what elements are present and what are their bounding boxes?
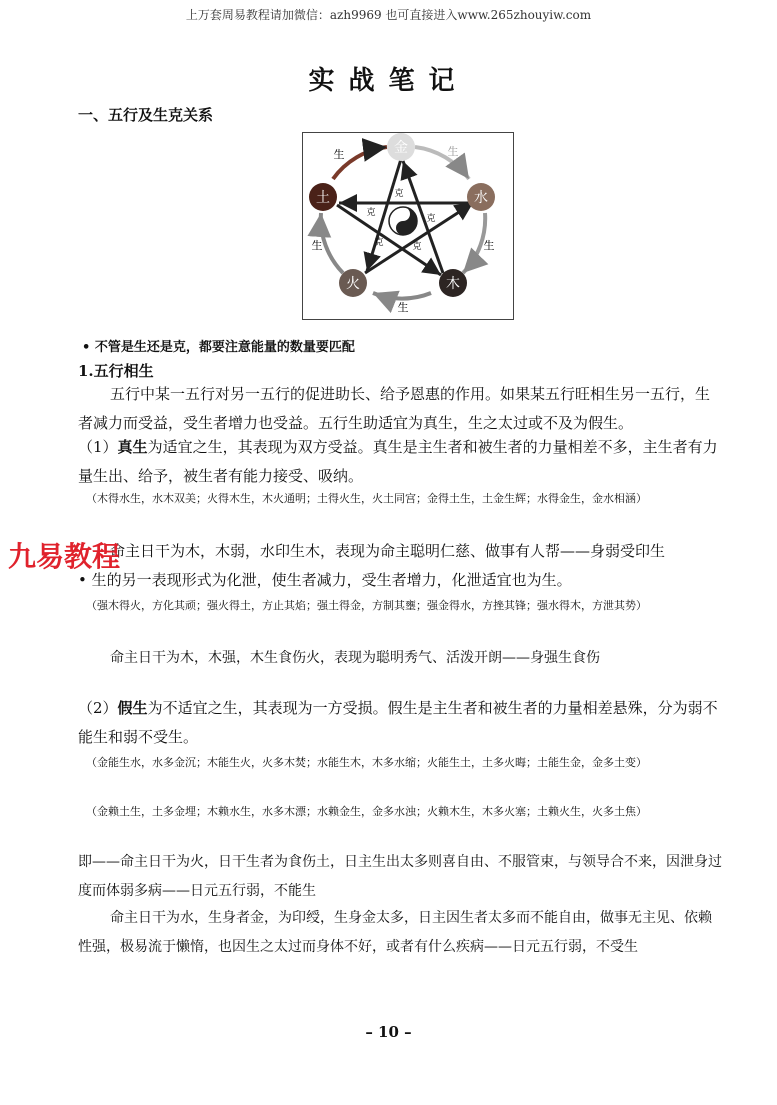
ke-arrow (337, 205, 441, 275)
sheng-arrow (373, 293, 431, 299)
yin-yang-icon (389, 207, 417, 235)
note-paragraph: （木得水生，水木双美；火得木生，木火通明；土得火生，火土同宫；金得土生，土金生辉；水得金生，金水相涵） (86, 492, 647, 505)
ke-label: 克 (366, 208, 376, 218)
element-label: 木 (446, 276, 460, 292)
sheng-arrow (321, 213, 343, 273)
sheng-label: 生 (483, 239, 495, 252)
sheng-arrow (463, 213, 485, 273)
element-node-earth (309, 183, 337, 211)
term-false-sheng: 假生 (117, 699, 148, 717)
element-label: 土 (316, 190, 330, 206)
note-paragraph: （金能生水，水多金沉；木能生火，火多木焚；水能生木，木多水缩；火能生土，土多火晦；土能生金，金多土变） (86, 756, 647, 769)
paragraph (78, 694, 723, 752)
paragraph: 五行中某一五行对另一五行的促进助长、给予恩惠的作用。如果某五行旺相生另一五行，生者减力而受益，受生者增力也受益。五行生助适宜为真生，生之太过或不及为假生。 (78, 385, 711, 432)
element-label: 金 (394, 140, 408, 156)
ke-label: 克 (426, 214, 436, 224)
ke-label: 克 (374, 238, 384, 248)
page-number: – 10 – (365, 1023, 412, 1041)
page-header: 上万套周易教程请加微信：azh9969 也可直接进入www.265zhouyiw.com (185, 8, 592, 22)
sheng-label: 生 (447, 145, 459, 158)
page-title: 实战笔记 (308, 66, 469, 96)
element-node-metal (387, 133, 415, 161)
ke-label: 克 (412, 242, 422, 252)
element-label: 火 (346, 276, 360, 292)
element-label: 水 (474, 190, 488, 206)
paragraph: 即——命主日干为火，日干生者为食伤土，日主生出太多则喜自由、不服管束，与领导合不来，因泄身过度而体弱多病——日元五行弱，不能生 (78, 854, 722, 899)
paragraph: 命主日干为水，生身者金，为印绶，生身金太多，日主因生者太多而不能自由，做事无主见、依赖性强，极易流于懒惰，也因生之太过而身体不好，或者有什么疾病——日元五行弱，不受生 (78, 910, 712, 955)
para-prefix: （1） (78, 438, 118, 456)
five-elements-diagram (302, 132, 514, 320)
ke-label: 克 (394, 189, 404, 199)
subsection-heading: 1.五行相生 (78, 362, 154, 380)
paragraph (78, 433, 723, 491)
para-text: 为适宜之生，其表现为双方受益。真生是主生者和被生者的力量相差不多，主生者有力量生出、给予，被生者有能力接受、吸纳。 (78, 438, 718, 485)
sheng-label: 生 (397, 301, 409, 314)
sheng-arrow (415, 147, 469, 179)
para-prefix: （2） (78, 699, 118, 717)
term-true-sheng: 真生 (117, 438, 148, 456)
paragraph: 命主日干为木，木弱，水印生木，表现为命主聪明仁慈、做事有人帮——身弱受印生 (110, 542, 666, 560)
note-paragraph: （金赖土生，土多金埋；木赖水生，水多木漂；水赖金生，金多水浊；火赖木生，木多火塞；土赖火生，火多土焦） (86, 805, 647, 818)
watermark-logo: 九易教程 (8, 540, 121, 573)
para-text: 为不适宜之生，其表现为一方受损。假生是主生者和被生者的力量相差悬殊，分为弱不能生和弱不受生。 (78, 699, 718, 746)
element-node-wood (439, 269, 467, 297)
element-node-water (467, 183, 495, 211)
paragraph: 命主日干为木，木强，木生食伤火，表现为聪明秀气、活泼开朗——身强生食伤 (110, 650, 600, 666)
sheng-label: 生 (311, 239, 323, 252)
paragraph: • 生的另一表现形式为化泄，使生者减力，受生者增力，化泄适宜也为生。 (78, 571, 572, 589)
element-node-fire (339, 269, 367, 297)
sheng-label: 生 (333, 148, 345, 161)
five-elements-svg (303, 133, 513, 319)
note-paragraph: （强木得火，方化其顽；强火得土，方止其焰；强土得金，方制其壅；强金得水，方挫其锋；强水得木，方泄其势） (86, 599, 647, 612)
bullet-note: • 不管是生还是克，都要注意能量的数量要匹配 (82, 340, 355, 355)
section-heading: 一、五行及生克关系 (78, 106, 214, 124)
